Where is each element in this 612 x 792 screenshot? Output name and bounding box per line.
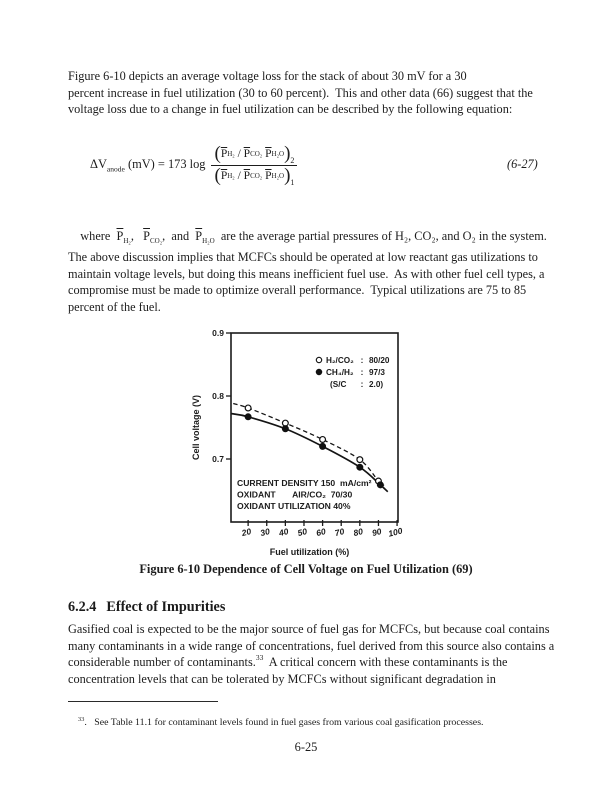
fraction-denominator: ( $\overline{P}$ H₂ / $\overline{P}$ CO₂ $\overline{P}$ H₂O ) 1 (214, 164, 295, 187)
legend-separator: : (360, 380, 364, 389)
where-line: where $\overline{P}_{H_2}$, $\overline{P}_{CO_2}$, and $\overline{P}_{H_2O}$ are the average partial pressures of H₂, CO₂, and O₂ in the system. (80, 229, 547, 245)
filled-circle-marker (245, 414, 251, 420)
figure-caption: Figure 6-10 Dependence of Cell Voltage on Fuel Utilization (69) (139, 562, 473, 576)
text-line: compromise must be made to optimize overall performance. Typical utilizations are 75 to 85 (68, 283, 527, 298)
y-tick-label: 0.9 (212, 330, 224, 339)
x-tick-label: 20 (240, 526, 253, 539)
text-line: Figure 6-10 depicts an average voltage loss for the stack of about 30 mV for a 30 (68, 69, 467, 83)
x-tick-label: 60 (315, 526, 327, 539)
x-tick-label: 50 (296, 526, 309, 539)
section-title: Effect of Impurities (106, 599, 226, 615)
open-circle-marker (282, 420, 288, 426)
paragraph-discussion (68, 249, 553, 315)
paragraph-intro (68, 68, 553, 118)
open-circle-marker (357, 457, 363, 463)
text-line: concentration levels that can be tolerated by MCFCs without significant degradation in (68, 671, 496, 686)
filled-circle-marker (377, 482, 383, 488)
equation-fraction (211, 142, 297, 187)
legend-label: (S/C (330, 380, 347, 389)
chart-annotation: OXIDANT AIR/CO₂ 70/30 (237, 489, 353, 500)
x-tick-label: 40 (277, 526, 290, 539)
text-line: percent increase in fuel utilization (30 to 60 percent). This and other data (66) suggest that the (68, 85, 533, 100)
y-tick-label: 0.7 (212, 454, 224, 465)
footnote-divider (68, 701, 218, 702)
section-number: 6.2.4 (68, 599, 97, 615)
y-tick-label: 0.8 (212, 391, 224, 402)
text-line: percent of the fuel. (68, 299, 161, 314)
fuel-utilization-chart (183, 330, 433, 562)
text-line: many contaminants in a wide range of concentrations, fuel derived from this source also contains a (68, 638, 555, 653)
figure-6-10 (183, 330, 433, 562)
legend-filled-circle-icon (316, 369, 321, 374)
legend-value: 80/20 (369, 356, 390, 365)
legend-value: 2.0) (369, 380, 384, 389)
filled-circle-marker (282, 426, 288, 432)
legend-open-circle-icon (316, 357, 321, 362)
legend-label: H₂/CO₂ (326, 356, 354, 365)
text-line: maintain voltage levels, but doing this means inefficient fuel use. As with other fuel cell types, a (68, 266, 545, 281)
text-line: Gasified coal is expected to be the major source of fuel gas for MCFCs, but because coal contains (68, 622, 550, 636)
chart-annotation: OXIDANT UTILIZATION 40% (237, 501, 351, 511)
legend-label: CH₄/H₂ (326, 368, 354, 377)
text-line: voltage loss due to a change in fuel utilization can be described by the following equation: (68, 102, 513, 117)
footnote: $^{33}$. See Table 11.1 for contaminant levels found in fuel gases from various coal gasification processes. (77, 716, 484, 728)
filled-circle-marker (357, 464, 363, 470)
legend-separator: : (360, 356, 364, 365)
series-curve-dashed (233, 404, 384, 486)
filled-circle-marker (320, 444, 326, 450)
legend-value: 97/3 (369, 368, 385, 377)
legend-separator: : (360, 368, 364, 377)
x-tick-label: 30 (259, 526, 271, 539)
footnote-marker: 33 (77, 716, 85, 723)
section-heading (68, 599, 225, 616)
footnote-reference: 33 (255, 653, 264, 663)
x-tick-label: 70 (333, 526, 346, 539)
paragraph-impurities (68, 621, 553, 687)
x-tick-label: 80 (352, 526, 364, 539)
chart-annotation: CURRENT DENSITY 150 mA/cm² (237, 478, 372, 488)
page-number: 6-25 (294, 740, 318, 754)
equation-6-27 (90, 134, 297, 196)
x-tick-label: 90 (370, 526, 383, 539)
x-axis-label: Fuel utilization (%) (269, 547, 350, 557)
y-axis-label: Cell voltage (V) (191, 394, 201, 461)
equation-lhs: $\Delta V_{anode}$ (mV) = 173 log (90, 156, 206, 174)
equation-number: (6-27) (507, 157, 538, 171)
fraction-numerator: ( $\overline{P}$ H₂ / $\overline{P}$ CO₂ $\overline{P}$ H₂O ) 2 (211, 145, 297, 166)
open-circle-marker (245, 405, 251, 411)
text-line: considerable number of contaminants.$^{33}$ A critical concern with these contaminants is the (68, 653, 508, 670)
open-circle-marker (320, 437, 326, 443)
text-line: The above discussion implies that MCFCs should be operated at low reactant gas utilizations to (68, 250, 538, 264)
x-tick-label: 100 (387, 525, 404, 539)
